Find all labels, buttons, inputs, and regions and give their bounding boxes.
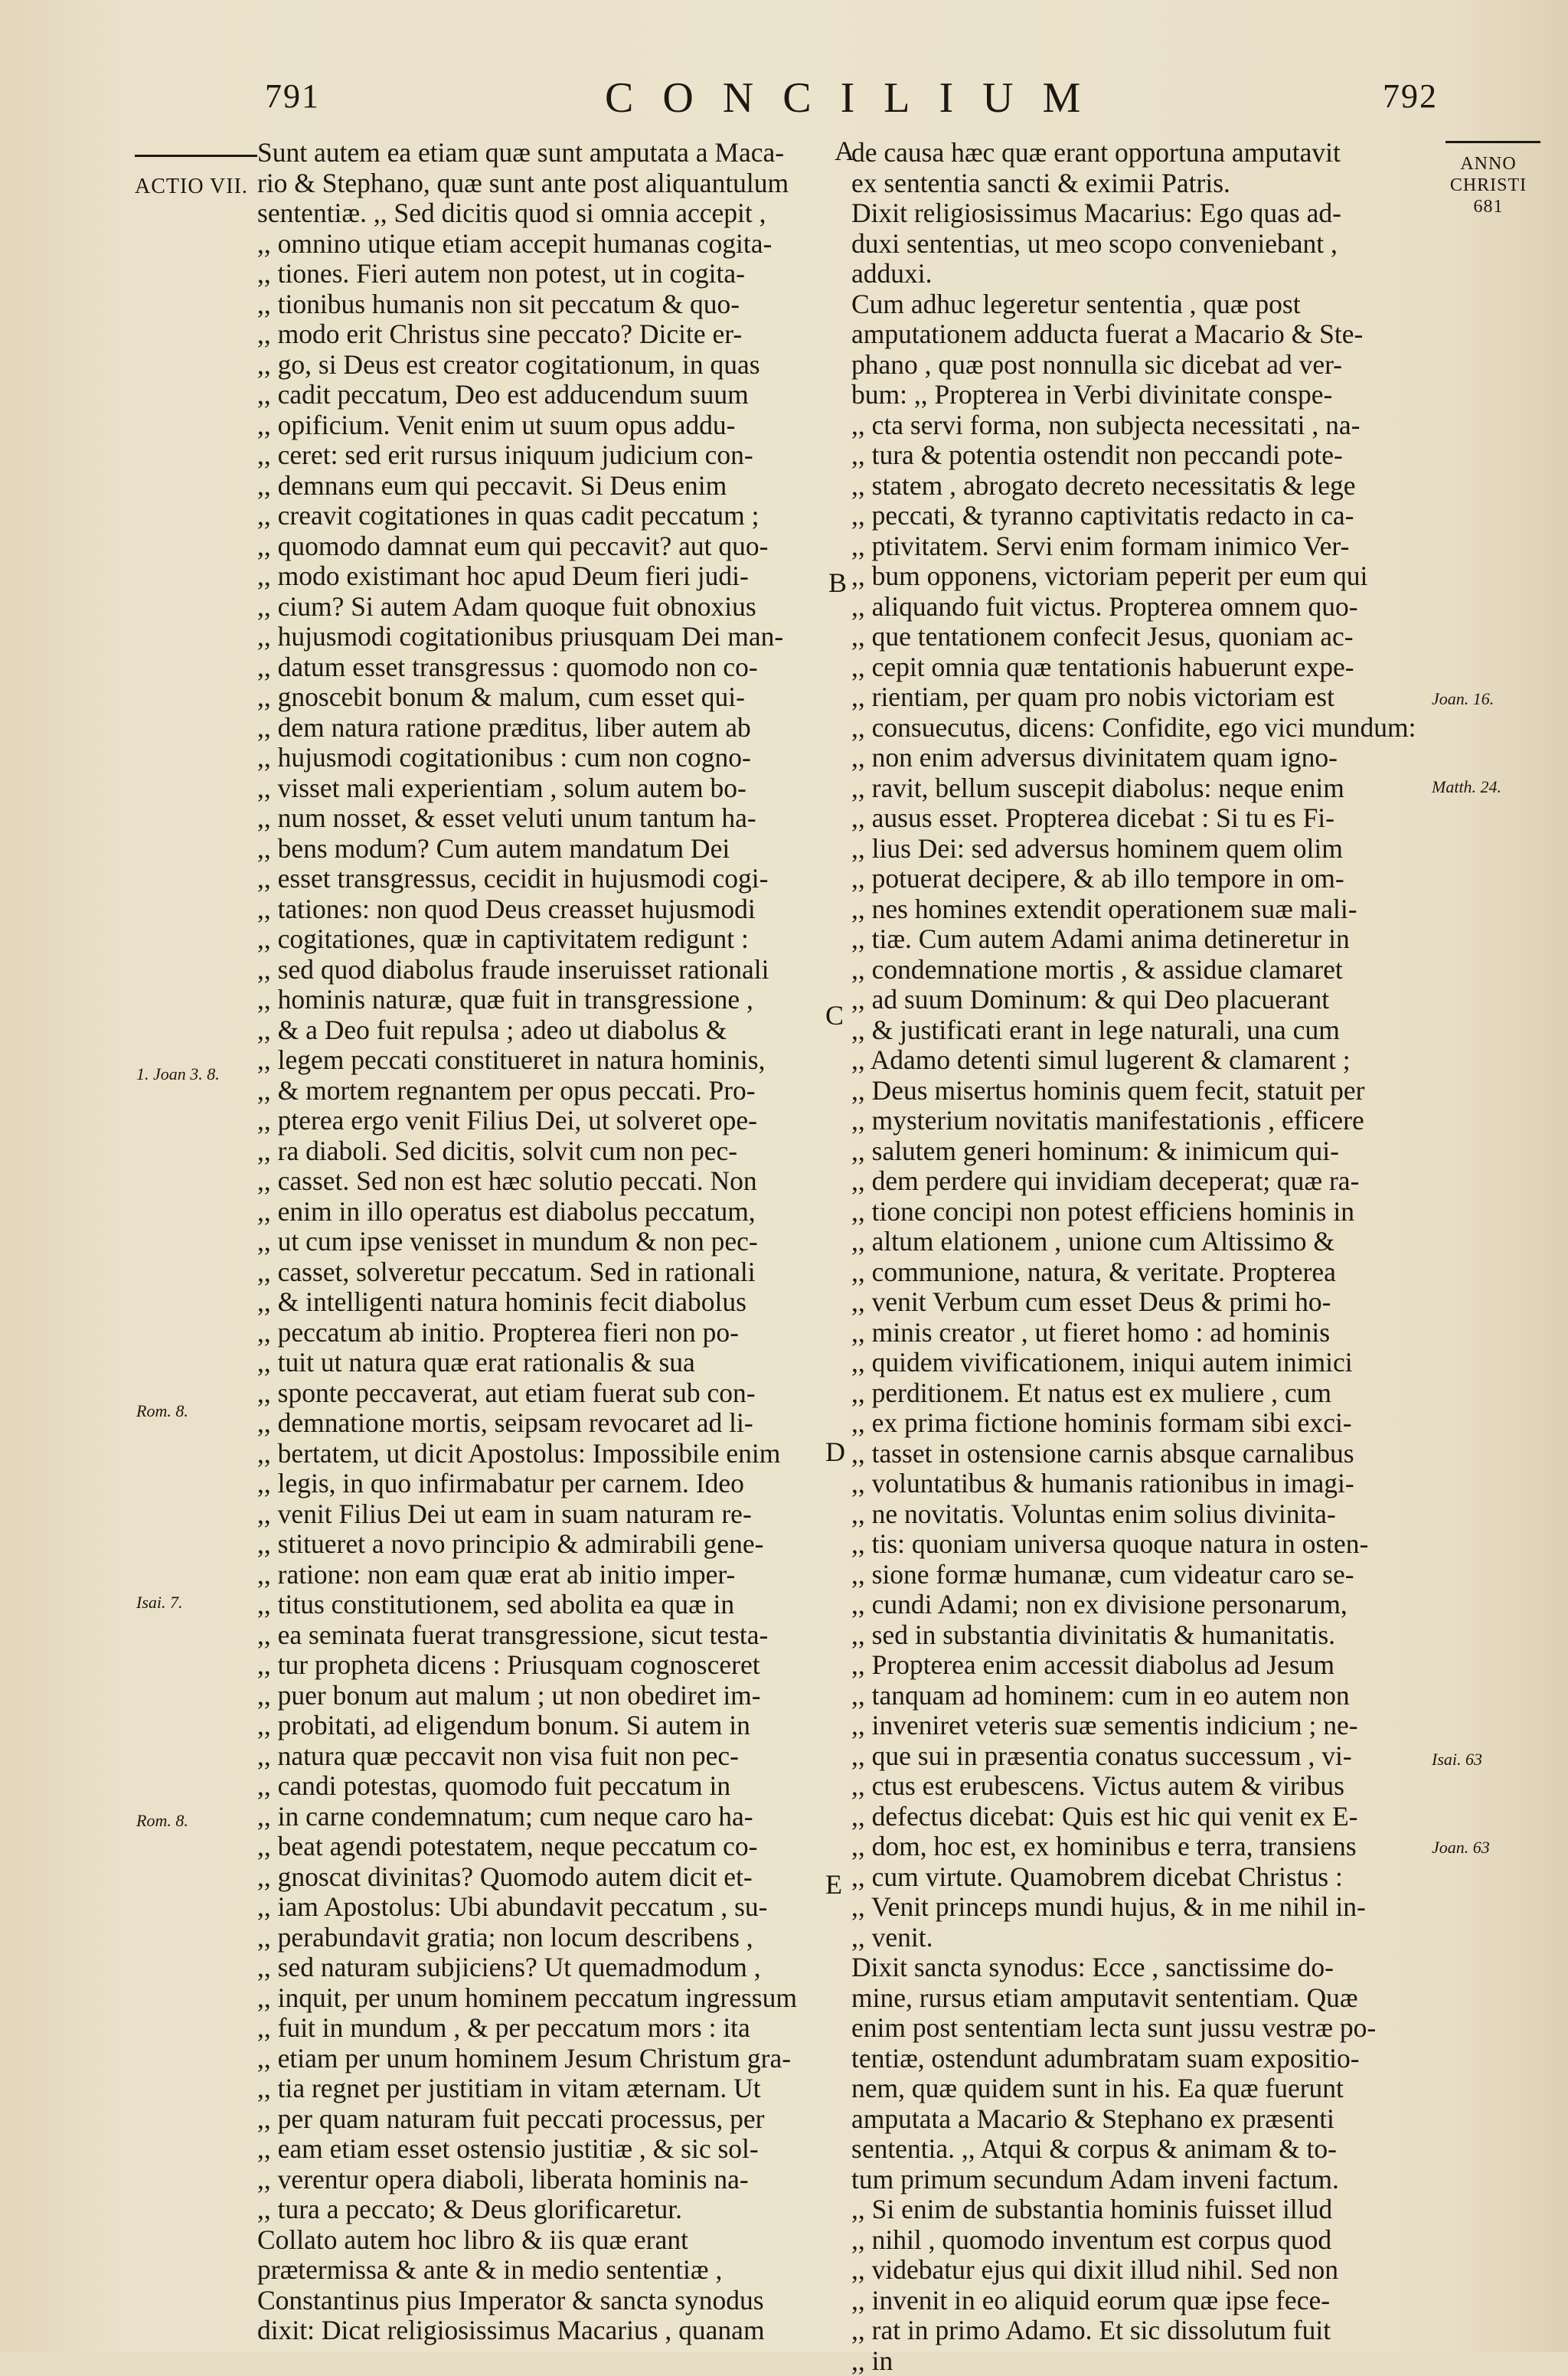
text-line: ,, aliquando fuit victus. Propterea omnem quo- [851, 592, 1432, 623]
text-line: ,, Si enim de substantia hominis fuisset illud [851, 2195, 1432, 2225]
text-line: ,, que sui in præsentia conatus successum , vi- [851, 1741, 1432, 1772]
text-line: ,, tanquam ad hominem: cum in eo autem non [851, 1681, 1432, 1711]
text-line: ,, tasset in ostensione carnis absque carnalibus [851, 1439, 1432, 1469]
text-line: phano , quæ post nonnulla sic dicebat ad ver- [851, 350, 1432, 381]
text-line: ,, invenit in eo aliquid eorum quæ ipse fece- [851, 2286, 1432, 2316]
text-line: ,, que tentationem confecit Jesus, quoniam ac- [851, 622, 1432, 652]
text-line: ,, tur propheta dicens : Priusquam cognosceret [257, 1650, 825, 1681]
margin-ref: Joan. 63 [1432, 1838, 1490, 1858]
text-line: ,, dem perdere qui invidiam deceperat; quæ ra- [851, 1166, 1432, 1197]
text-line: ,, creavit cogitationes in quas cadit peccatum ; [257, 501, 825, 531]
section-letter-e: E [825, 1868, 842, 1900]
text-line: ,, ravit, bellum suscepit diabolus: neque enim [851, 773, 1432, 804]
text-line: ,, candi potestas, quomodo fuit peccatum in [257, 1771, 825, 1802]
text-line: tentiæ, ostendunt adumbratam suam expositio- [851, 2044, 1432, 2074]
text-line: ,, cum virtute. Quamobrem dicebat Christus : [851, 1862, 1432, 1893]
margin-ref: Rom. 8. [136, 1401, 188, 1421]
text-line: ,, in [851, 2346, 1432, 2376]
text-line: sententiæ. ,, Sed dicitis quod si omnia accepit , [257, 198, 825, 229]
text-line: ,, communione, natura, & veritate. Propterea [851, 1257, 1432, 1288]
text-line: ,, bum opponens, victoriam peperit per eum qui [851, 561, 1432, 592]
text-line: ,, ex prima fictione hominis formam sibi exci- [851, 1408, 1432, 1439]
text-line: ,, legem peccati constitueret in natura hominis, [257, 1045, 825, 1076]
text-line: ,, Propterea enim accessit diabolus ad Jesum [851, 1650, 1432, 1681]
text-line: ,, videbatur ejus qui dixit illud nihil. Sed non [851, 2255, 1432, 2286]
text-line: ,, ratione: non eam quæ erat ab initio imper- [257, 1560, 825, 1590]
text-line: ,, demnans eum qui peccavit. Si Deus enim [257, 471, 825, 502]
text-line: ,, ceret: sed erit rursus iniquum judicium con- [257, 440, 825, 471]
text-line: ,, in carne condemnatum; cum neque caro ha- [257, 1802, 825, 1832]
text-line: prætermissa & ante & in medio sententiæ , [257, 2255, 825, 2286]
text-line: ,, rat in primo Adamo. Et sic dissolutum fuit [851, 2316, 1432, 2346]
text-line: ,, casset. Sed non est hæc solutio peccati. Non [257, 1166, 825, 1197]
text-line: adduxi. [851, 259, 1432, 289]
text-line: ,, cogitationes, quæ in captivitatem redigunt : [257, 924, 825, 955]
text-line: ,, tiæ. Cum autem Adami anima detineretur in [851, 924, 1432, 955]
text-line: ,, ausus esset. Propterea dicebat : Si tu es Fi- [851, 803, 1432, 834]
text-line: amputata a Macario & Stephano ex præsenti [851, 2104, 1432, 2135]
text-line: ,, mysterium novitatis manifestationis , efficere [851, 1106, 1432, 1136]
text-line: rio & Stephano, quæ sunt ante post aliquantulum [257, 168, 825, 199]
text-line: ,, beat agendi potestatem, neque peccatum co- [257, 1832, 825, 1862]
running-title: CONCILIUM [605, 74, 1095, 123]
text-line: ,, sed in substantia divinitatis & humanitatis. [851, 1620, 1432, 1651]
text-line: nem, quæ quidem sunt in his. Ea quæ fuerunt [851, 2074, 1432, 2104]
text-line: ,, casset, solveretur peccatum. Sed in rationali [257, 1257, 825, 1288]
text-line: ,, verentur opera diaboli, liberata hominis na- [257, 2165, 825, 2195]
text-line: ,, peccati, & tyranno captivitatis redacto in ca- [851, 501, 1432, 531]
text-line: ,, iam Apostolus: Ubi abundavit peccatum , su- [257, 1892, 825, 1923]
text-line: ,, nihil , quomodo inventum est corpus quod [851, 2225, 1432, 2256]
text-line: dixit: Dicat religiosissimus Macarius , quanam [257, 2316, 825, 2346]
text-line: ,, opificium. Venit enim ut suum opus addu- [257, 410, 825, 441]
header-rule-left [135, 155, 257, 157]
text-line: ,, ea seminata fuerat transgressione, sicut testa- [257, 1620, 825, 1651]
text-line: ,, natura quæ peccavit non visa fuit non pec- [257, 1741, 825, 1772]
text-line: ,, tura a peccato; & Deus glorificaretur. [257, 2195, 825, 2225]
text-line: sententia. ,, Atqui & corpus & animam & to- [851, 2134, 1432, 2165]
text-line: ,, peccatum ab initio. Propterea fieri non po- [257, 1318, 825, 1348]
text-line: ,, lius Dei: sed adversus hominem quem olim [851, 834, 1432, 864]
text-line: ,, ctus est erubescens. Victus autem & viribus [851, 1771, 1432, 1802]
text-line: ,, etiam per unum hominem Jesum Christum gra- [257, 2044, 825, 2074]
text-line: ,, legis, in quo infirmabatur per carnem. Ideo [257, 1469, 825, 1499]
margin-ref: Matth. 24. [1432, 777, 1501, 797]
text-line: ,, tia regnet per justitiam in vitam æternam. Ut [257, 2074, 825, 2104]
text-line: ,, inquit, per unum hominem peccatum ingressum [257, 1983, 825, 2014]
text-line: ,, statem , abrogato decreto necessitatis & lege [851, 471, 1432, 502]
text-line: ,, cundi Adami; non ex divisione personarum, [851, 1590, 1432, 1620]
text-line: ,, go, si Deus est creator cogitationum, in quas [257, 350, 825, 381]
text-line: ,, eam etiam esset ostensio justitiæ , & sic sol- [257, 2134, 825, 2165]
text-line: ,, non enim adversus divinitatem quam igno- [851, 743, 1432, 773]
text-line: ,, bertatem, ut dicit Apostolus: Impossibile enim [257, 1439, 825, 1469]
text-line: ,, titus constitutionem, sed abolita ea quæ in [257, 1590, 825, 1620]
text-line: ,, esset transgressus, cecidit in hujusmodi cogi- [257, 864, 825, 894]
text-line: ,, fuit in mundum , & per peccatum mors : ita [257, 2013, 825, 2044]
text-line: Dixit sancta synodus: Ecce , sanctissime do- [851, 1953, 1432, 1983]
text-line: bum: ,, Propterea in Verbi divinitate conspe- [851, 380, 1432, 410]
text-line: ,, Adamo detenti simul lugerent & clamarent ; [851, 1045, 1432, 1076]
text-line: ,, datum esset transgressus : quomodo non co- [257, 652, 825, 683]
text-line: ,, defectus dicebat: Quis est hic qui venit ex E- [851, 1802, 1432, 1832]
text-line: ,, salutem generi hominum: & inimicum qui- [851, 1136, 1432, 1167]
margin-ref: Rom. 8. [136, 1811, 188, 1831]
text-line: ,, visset mali experientiam , solum autem bo- [257, 773, 825, 804]
margin-ref: Isai. 63 [1432, 1750, 1482, 1770]
text-line: ,, venit Verbum cum esset Deus & primi ho- [851, 1287, 1432, 1318]
text-line: ,, sponte peccaverat, aut etiam fuerat sub con- [257, 1378, 825, 1409]
text-line: ,, venit Filius Dei ut eam in suam naturam re- [257, 1499, 825, 1530]
text-line: amputationem adducta fuerat a Macario & Ste- [851, 319, 1432, 350]
text-line: ,, & a Deo fuit repulsa ; adeo ut diabolus & [257, 1015, 825, 1046]
text-line: ,, voluntatibus & humanis rationibus in imagi- [851, 1469, 1432, 1499]
text-line: Collato autem hoc libro & iis quæ erant [257, 2225, 825, 2256]
text-line: ,, stitueret a novo principio & admirabili gene- [257, 1529, 825, 1560]
text-line: duxi sententias, ut meo scopo conveniebant , [851, 229, 1432, 260]
text-line: ,, sione formæ humanæ, cum videatur caro se- [851, 1560, 1432, 1590]
text-line: ,, cadit peccatum, Deo est adducendum suum [257, 380, 825, 410]
text-line: enim post sententiam lecta sunt jussu vestræ po- [851, 2013, 1432, 2044]
text-line: ,, demnatione mortis, seipsam revocaret ad li- [257, 1408, 825, 1439]
text-line: ,, altum elationem , unione cum Altissimo & [851, 1227, 1432, 1257]
page-number-right: 792 [1383, 77, 1438, 116]
text-line: ,, inveniret veteris suæ sementis indicium ; ne- [851, 1711, 1432, 1741]
text-line: ex sententia sancti & eximii Patris. [851, 168, 1432, 199]
text-line: ,, dem natura ratione præditus, liber autem ab [257, 713, 825, 744]
text-line: ,, num nosset, & esset veluti unum tantum ha- [257, 803, 825, 834]
margin-ref: Joan. 16. [1432, 689, 1494, 709]
text-line: ,, consuecutus, dicens: Confidite, ego vici mundum: [851, 713, 1432, 744]
text-line: Sunt autem ea etiam quæ sunt amputata a Maca- [257, 138, 825, 168]
text-line: ,, condemnatione mortis , & assidue clamaret [851, 955, 1432, 985]
section-letter-b: B [828, 567, 847, 599]
section-letter-c: C [825, 999, 844, 1031]
text-line: ,, potuerat decipere, & ab illo tempore in om- [851, 864, 1432, 894]
text-line: ,, Venit princeps mundi hujus, & in me nihil in- [851, 1892, 1432, 1923]
text-line: ,, pterea ergo venit Filius Dei, ut solveret ope- [257, 1106, 825, 1136]
margin-ref: 1. Joan 3. 8. [136, 1064, 220, 1084]
text-line: mine, rursus etiam amputavit sententiam. Quæ [851, 1983, 1432, 2014]
text-line: ,, tationes: non quod Deus creasset hujusmodi [257, 894, 825, 925]
text-line: ,, gnoscat divinitas? Quomodo autem dicit et- [257, 1862, 825, 1893]
section-letter-d: D [825, 1436, 845, 1468]
text-line: Cum adhuc legeretur sententia , quæ post [851, 289, 1432, 320]
text-line: ,, hominis naturæ, quæ fuit in transgressione , [257, 985, 825, 1015]
text-line: ,, bens modum? Cum autem mandatum Dei [257, 834, 825, 864]
text-line: ,, omnino utique etiam accepit humanas cogita- [257, 229, 825, 260]
text-line: ,, & mortem regnantem per opus peccati. Pro- [257, 1076, 825, 1106]
text-line: tum primum secundum Adam inveni factum. [851, 2165, 1432, 2195]
text-line: ,, gnoscebit bonum & malum, cum esset qui- [257, 682, 825, 713]
text-line: ,, probitati, ad eligendum bonum. Si autem in [257, 1711, 825, 1741]
text-line: ,, modo erit Christus sine peccato? Dicite er- [257, 319, 825, 350]
text-line: ,, tionibus humanis non sit peccatum & quo- [257, 289, 825, 320]
text-line: ,, tura & potentia ostendit non peccandi pote- [851, 440, 1432, 471]
text-line: ,, sed naturam subjiciens? Ut quemadmodum , [257, 1953, 825, 1983]
text-line: ,, Deus misertus hominis quem fecit, statuit per [851, 1076, 1432, 1106]
right-text-column [851, 138, 1432, 2376]
text-line: ,, per quam naturam fuit peccati processus, per [257, 2104, 825, 2135]
section-letter-a: A [835, 135, 854, 167]
text-line: ,, minis creator , ut fieret homo : ad hominis [851, 1318, 1432, 1348]
text-line: ,, hujusmodi cogitationibus priusquam Dei man- [257, 622, 825, 652]
page-number-left: 791 [265, 77, 320, 116]
text-line: ,, ut cum ipse venisset in mundum & non pec- [257, 1227, 825, 1257]
text-line: ,, & justificati erant in lege naturali, una cum [851, 1015, 1432, 1046]
text-line: ,, rientiam, per quam pro nobis victoriam est [851, 682, 1432, 713]
text-line: ,, ne novitatis. Voluntas enim solius divinita- [851, 1499, 1432, 1530]
margin-ref: Isai. 7. [136, 1593, 183, 1613]
text-line: ,, tione concipi non potest efficiens hominis in [851, 1197, 1432, 1227]
text-line: ,, ra diaboli. Sed dicitis, solvit cum non pec- [257, 1136, 825, 1167]
text-line: ,, perabundavit gratia; non locum describens , [257, 1923, 825, 1953]
text-line: Dixit religiosissimus Macarius: Ego quas ad- [851, 198, 1432, 229]
text-line: ,, cta servi forma, non subjecta necessitati , na- [851, 410, 1432, 441]
text-line: ,, dom, hoc est, ex hominibus e terra, transiens [851, 1832, 1432, 1862]
text-line: ,, tiones. Fieri autem non potest, ut in cogita- [257, 259, 825, 289]
text-line: ,, quidem vivificationem, iniqui autem inimici [851, 1348, 1432, 1378]
text-line: de causa hæc quæ erant opportuna amputavit [851, 138, 1432, 168]
actio-label: ACTIO VII. [135, 175, 248, 199]
text-line: ,, venit. [851, 1923, 1432, 1953]
text-line: ,, ad suum Dominum: & qui Deo placuerant [851, 985, 1432, 1015]
header-rule-right [1446, 141, 1540, 143]
text-line: ,, ptivitatem. Servi enim formam inimico Ver- [851, 531, 1432, 562]
text-line: ,, tuit ut natura quæ erat rationalis & sua [257, 1348, 825, 1378]
text-line: ,, & intelligenti natura hominis fecit diabolus [257, 1287, 825, 1318]
text-line: ,, puer bonum aut malum ; ut non obediret im- [257, 1681, 825, 1711]
text-line: ,, quomodo damnat eum qui peccavit? aut quo- [257, 531, 825, 562]
left-text-column [257, 138, 825, 2346]
text-line: Constantinus pius Imperator & sancta synodus [257, 2286, 825, 2316]
text-line: ,, sed quod diabolus fraude inseruisset rationali [257, 955, 825, 985]
text-line: ,, cium? Si autem Adam quoque fuit obnoxius [257, 592, 825, 623]
text-line: ,, enim in illo operatus est diabolus peccatum, [257, 1197, 825, 1227]
anno-christi-label: ANNO CHRISTI 681 [1441, 153, 1536, 217]
text-line: ,, hujusmodi cogitationibus : cum non cogno- [257, 743, 825, 773]
text-line: ,, perditionem. Et natus est ex muliere , cum [851, 1378, 1432, 1409]
text-line: ,, tis: quoniam universa quoque natura in osten- [851, 1529, 1432, 1560]
text-line: ,, modo existimant hoc apud Deum fieri judi- [257, 561, 825, 592]
text-line: ,, nes homines extendit operationem suæ mali- [851, 894, 1432, 925]
text-line: ,, cepit omnia quæ tentationis habuerunt expe- [851, 652, 1432, 683]
